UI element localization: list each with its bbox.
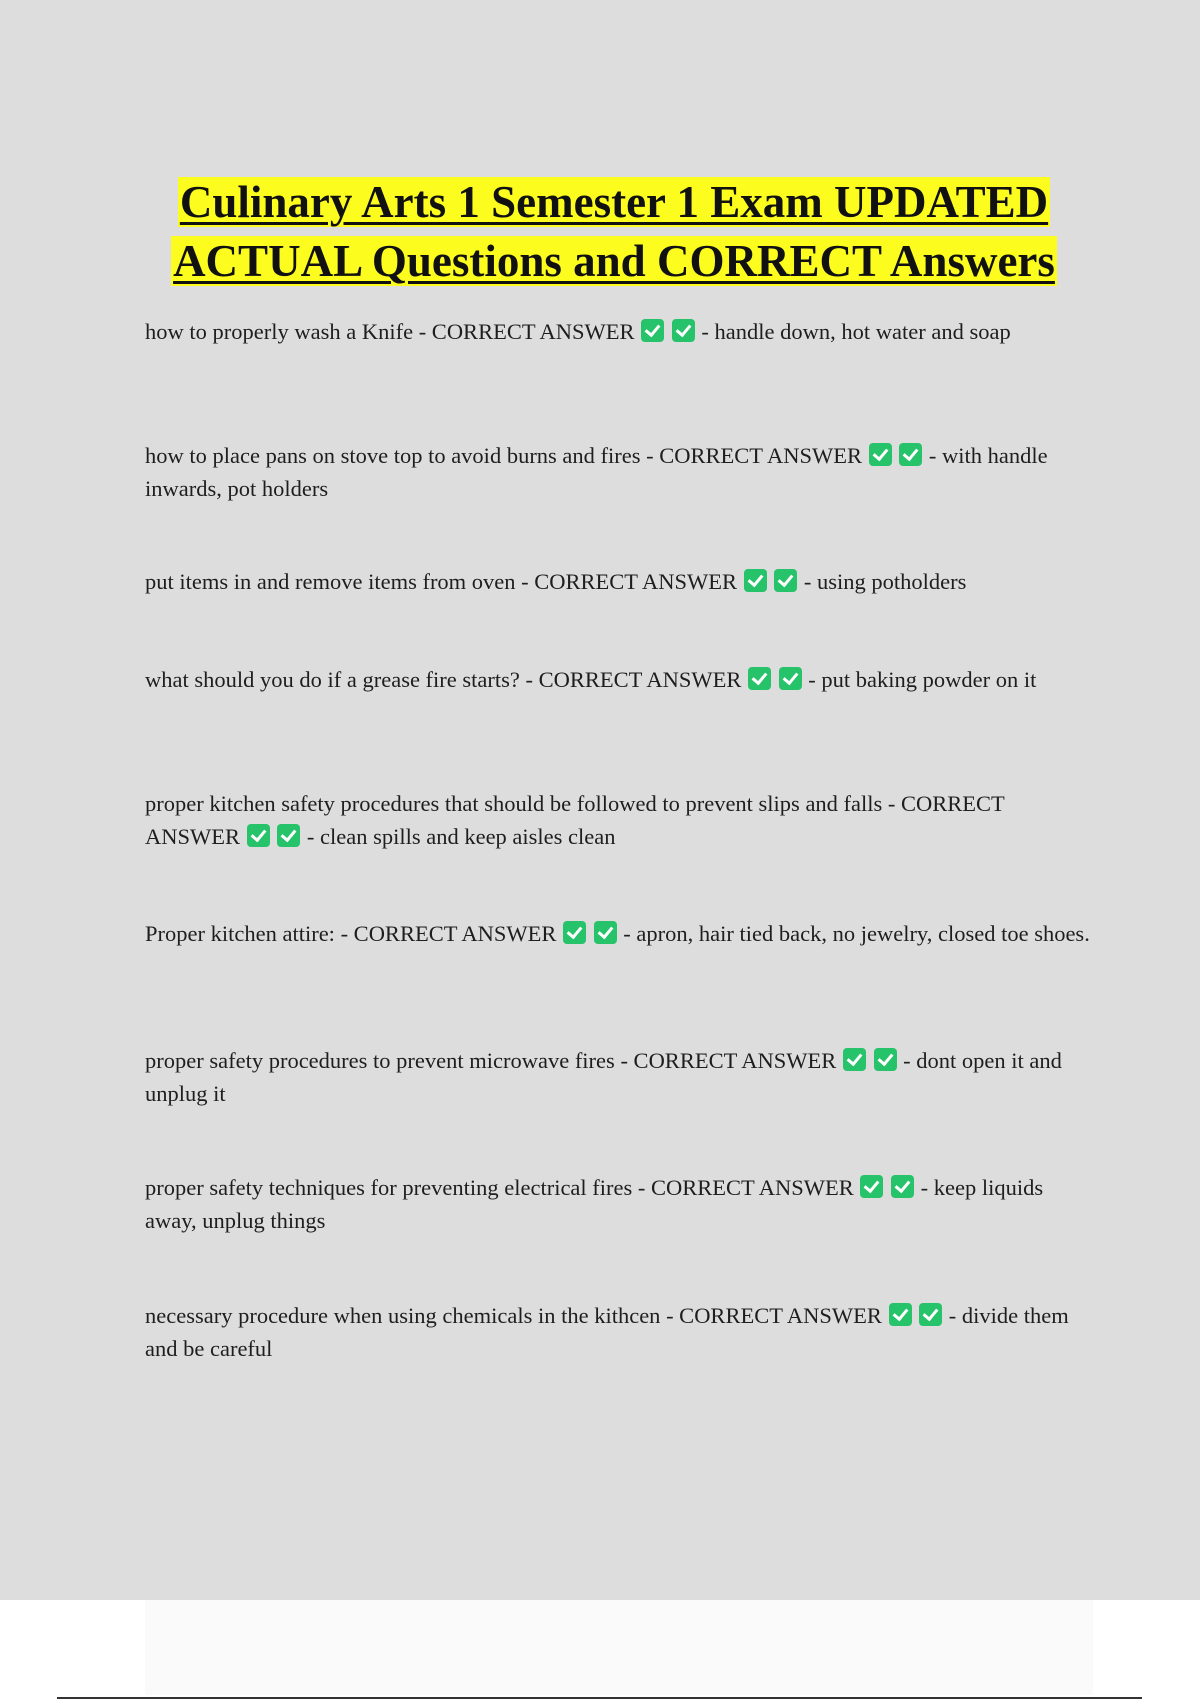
answer-text: using potholders xyxy=(817,569,967,594)
answer-marker: - CORRECT ANSWER xyxy=(525,667,742,692)
qa-item: what should you do if a grease fire starts? - CORRECT ANSWER - put baking powder on it xyxy=(145,667,1037,692)
answer-marker: - CORRECT ANSWER xyxy=(620,1048,837,1073)
answer-marker: - CORRECT ANSWER xyxy=(637,1175,854,1200)
question-text: Proper kitchen attire: xyxy=(145,921,335,946)
qa-item: put items in and remove items from oven - CORRECT ANSWER - using potholders xyxy=(145,569,967,594)
qa-item: how to place pans on stove top to avoid burns and fires - CORRECT ANSWER - with handle inwards, pot holders xyxy=(145,443,1048,501)
question-text: what should you do if a grease fire starts? xyxy=(145,667,520,692)
check-icon xyxy=(748,667,771,690)
check-icon xyxy=(869,443,892,466)
qa-item: how to properly wash a Knife - CORRECT ANSWER - handle down, hot water and soap xyxy=(145,319,1011,344)
check-icon xyxy=(891,1175,914,1198)
answer-text: keep liquids away, unplug things xyxy=(145,1175,1044,1233)
check-icon xyxy=(899,443,922,466)
qa-item: proper safety procedures to prevent microwave fires - CORRECT ANSWER - dont open it and unplug it xyxy=(145,1048,1062,1106)
answer-marker: - CORRECT ANSWER xyxy=(646,443,863,468)
check-icon xyxy=(774,569,797,592)
answer-text: apron, hair tied back, no jewelry, closed toe shoes. xyxy=(636,921,1090,946)
check-icon xyxy=(594,921,617,944)
title-highlight: Culinary Arts 1 Semester 1 Exam UPDATED ACTUAL Questions and CORRECT Answers xyxy=(173,177,1055,287)
qa-item: proper kitchen safety procedures that should be followed to prevent slips and falls - CORRECT ANSWER - clean spills and keep aisles clean xyxy=(145,791,1005,849)
check-icon xyxy=(919,1303,942,1326)
qa-item: proper safety techniques for preventing electrical fires - CORRECT ANSWER - keep liquids away, unplug things xyxy=(145,1175,1044,1233)
answer-marker: - CORRECT ANSWER xyxy=(521,569,738,594)
question-text: necessary procedure when using chemicals in the kithcen xyxy=(145,1303,661,1328)
question-text: how to properly wash a Knife xyxy=(145,319,414,344)
question-text: proper safety procedures to prevent microwave fires xyxy=(145,1048,615,1073)
answer-text: divide them and be careful xyxy=(145,1303,1069,1361)
answer-text: handle down, hot water and soap xyxy=(714,319,1011,344)
check-icon xyxy=(779,667,802,690)
answer-marker: - CORRECT ANSWER xyxy=(340,921,557,946)
answer-text: dont open it and unplug it xyxy=(145,1048,1062,1106)
check-icon xyxy=(889,1303,912,1326)
check-icon xyxy=(247,824,270,847)
check-icon xyxy=(277,824,300,847)
answer-marker: - CORRECT ANSWER xyxy=(418,319,635,344)
question-text: how to place pans on stove top to avoid burns and fires xyxy=(145,443,641,468)
next-page-preview xyxy=(145,1600,1093,1695)
question-text: proper safety techniques for preventing electrical fires xyxy=(145,1175,633,1200)
answer-marker: - CORRECT ANSWER xyxy=(666,1303,882,1328)
question-text: put items in and remove items from oven xyxy=(145,569,516,594)
answer-text: clean spills and keep aisles clean xyxy=(320,823,616,849)
check-icon xyxy=(874,1048,897,1071)
check-icon xyxy=(744,569,767,592)
question-text: proper kitchen safety procedures that should be followed to prevent slips and falls xyxy=(145,791,883,816)
footer-divider xyxy=(57,1697,1142,1699)
check-icon xyxy=(563,921,586,944)
check-icon xyxy=(672,319,695,342)
check-icon xyxy=(843,1048,866,1071)
answer-marker: - CORRECT ANSWER xyxy=(145,791,1005,849)
answer-text: put baking powder on it xyxy=(821,667,1037,692)
qa-item: necessary procedure when using chemicals in the kithcen - CORRECT ANSWER - divide them and be careful xyxy=(145,1303,1069,1361)
answer-text: with handle inwards, pot holders xyxy=(145,443,1048,501)
check-icon xyxy=(860,1175,883,1198)
qa-item: Proper kitchen attire: - CORRECT ANSWER - apron, hair tied back, no jewelry, closed toe shoes. xyxy=(145,921,1090,946)
document-title xyxy=(140,173,1088,291)
check-icon xyxy=(641,319,664,342)
